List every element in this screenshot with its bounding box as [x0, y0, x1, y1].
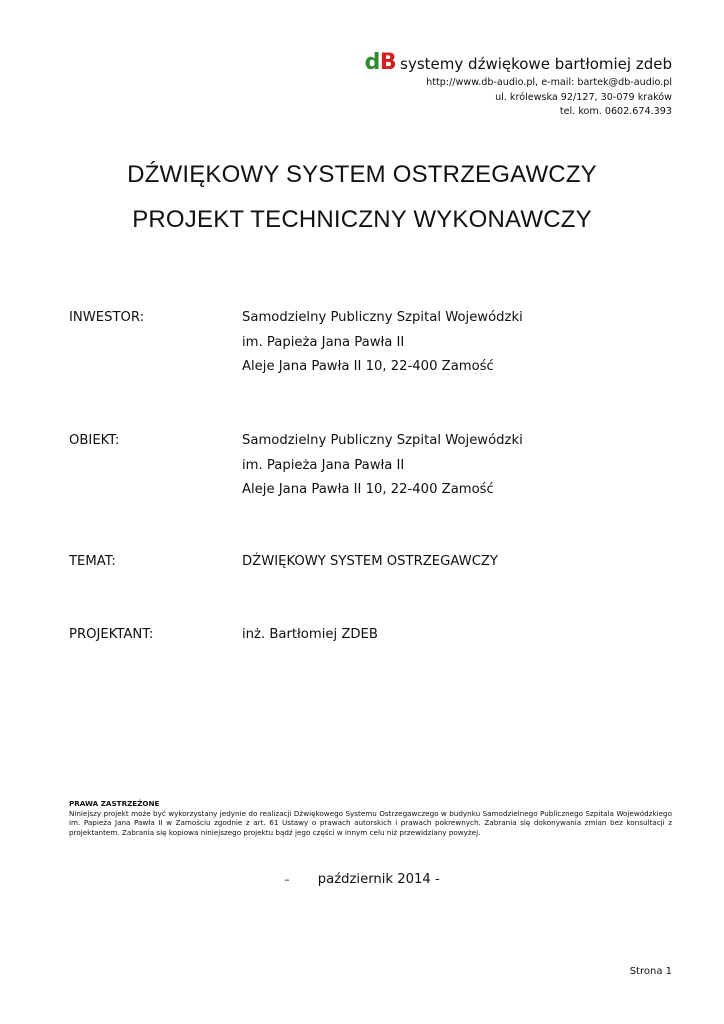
object-line: im. Papieża Jana Pawła II [242, 457, 405, 473]
subject-value: DŹWIĘKOWY SYSTEM OSTRZEGAWCZY [242, 554, 498, 569]
company-name: systemy dźwiękowe bartłomiej zdeb [400, 55, 672, 73]
investor-label: INWESTOR: [69, 310, 145, 325]
document-title: DŹWIĘKOWY SYSTEM OSTRZEGAWCZY [127, 161, 597, 188]
copyright-text: Niniejszy projekt może być wykorzystany jedynie do realizacji Dźwiękowego Systemu Ostrzegawczego w budynku Samodzielnego Publicznego Szpitala Wojewódzkiego im. Papieża Jana Pawła II w Zamościu zgodnie z art. 61 Ustawy o prawach autorskich i prawach pokrewnych. Zabrania się dokonywania zmian bez konsultacji z projektantem. Zabrania się kopiowa niniejszego projektu bądź jego części w innym celu niż przewidziany powyżej. [69, 808, 672, 837]
designer-label: PROJEKTANT: [69, 627, 154, 642]
investor-line: Aleje Jana Pawła II 10, 22-400 Zamość [242, 359, 494, 375]
designer-value: inż. Bartłomiej ZDEB [242, 627, 378, 642]
page-number: Strona 1 [629, 966, 672, 977]
investor-value [242, 306, 523, 380]
subject-label: TEMAT: [69, 554, 116, 569]
date-text: październik 2014 - [317, 872, 440, 887]
copyright-notice [69, 799, 672, 837]
contact-phone: tel. kom. 0602.674.393 [559, 106, 672, 117]
investor-line: Samodzielny Publiczny Szpital Wojewódzki [242, 310, 523, 325]
brand-line [365, 52, 672, 75]
object-line: Aleje Jana Pawła II 10, 22-400 Zamość [242, 482, 494, 498]
issue-date [0, 872, 724, 887]
object-line: Samodzielny Publiczny Szpital Wojewódzki [242, 433, 523, 448]
investor-line: im. Papieża Jana Pawła II [242, 334, 405, 350]
letterhead [365, 52, 672, 119]
date-dash: – [284, 873, 290, 886]
object-value [242, 429, 523, 503]
logo-letter-b: B [379, 50, 397, 75]
contact-address: ul. królewska 92/127, 30-079 kraków [495, 91, 672, 103]
contact-website-email: http://www.db-audio.pl, e-mail: bartek@db-audio.pl [426, 77, 672, 88]
document-subtitle: PROJEKT TECHNICZNY WYKONAWCZY [132, 206, 592, 233]
logo-letter-d: d [364, 50, 380, 75]
copyright-title: PRAWA ZASTRZEŻONE [69, 799, 160, 808]
db-logo [365, 52, 397, 74]
object-label: OBIEKT: [69, 433, 120, 448]
